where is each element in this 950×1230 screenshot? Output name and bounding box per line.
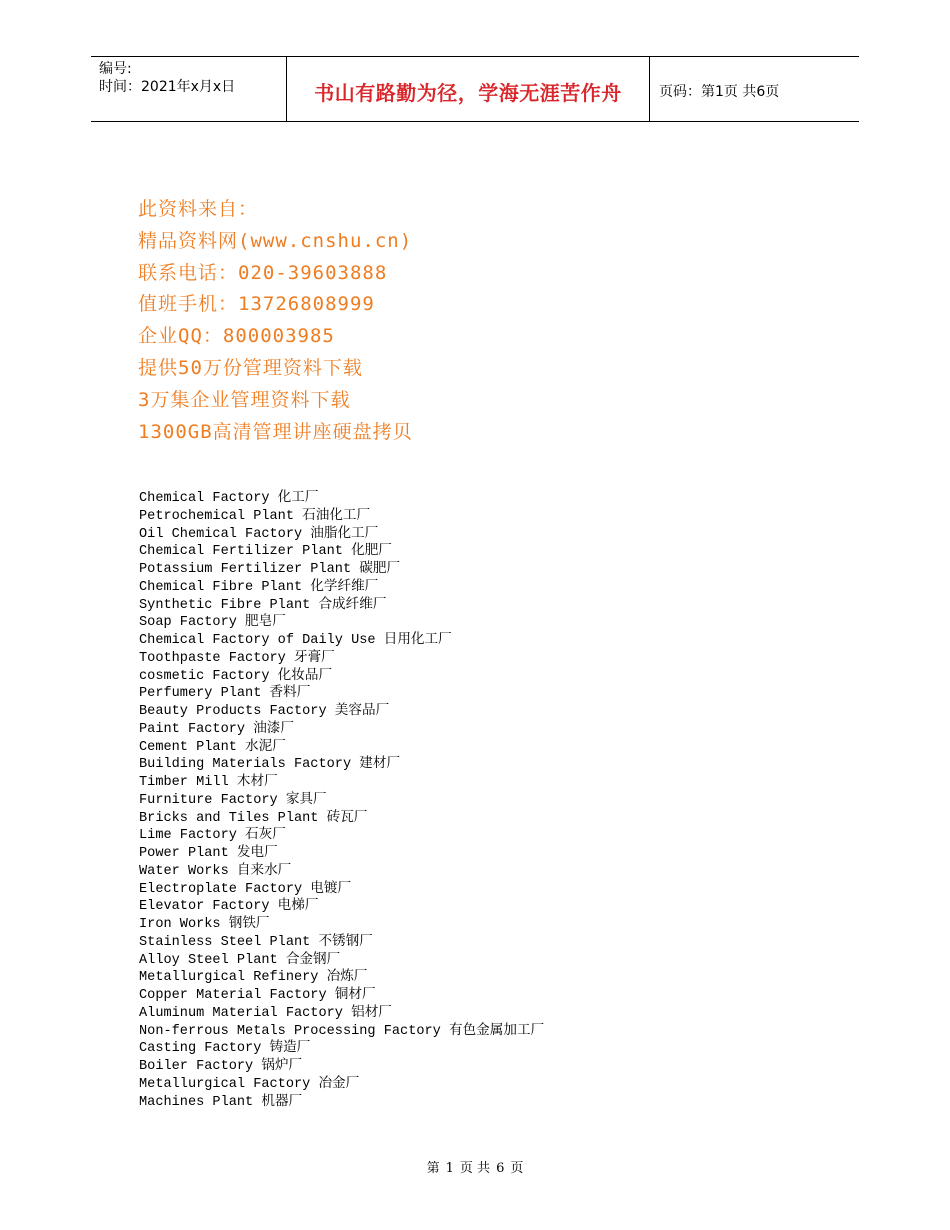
list-item: Aluminum Material Factory 铝材厂 <box>139 1005 392 1021</box>
list-item: Paint Factory 油漆厂 <box>139 721 294 737</box>
list-item: Beauty Products Factory 美容品厂 <box>139 704 390 719</box>
list-item: Chemical Factory 化工厂 <box>139 491 319 506</box>
footer-prefix: 第 <box>426 1161 440 1176</box>
list-item: Casting Factory 铸造厂 <box>139 1041 311 1057</box>
term-list <box>139 490 544 1111</box>
list-item: Cement Plant 水泥厂 <box>139 739 286 755</box>
ad-line: 3万集企业管理资料下载 <box>138 388 351 411</box>
list-item: Boiler Factory 锅炉厂 <box>139 1059 303 1074</box>
header-page-info: 页码：第1页 共6页 <box>659 84 780 100</box>
list-item: Chemical Fertilizer Plant 化肥厂 <box>139 544 392 560</box>
list-item: Non-ferrous Metals Processing Factory 有色金属加工厂 <box>139 1023 545 1039</box>
list-item: Synthetic Fibre Plant 合成纤维厂 <box>139 597 387 613</box>
footer-total-pages: 6 <box>496 1161 505 1176</box>
list-item: Metallurgical Factory 冶金厂 <box>139 1076 360 1092</box>
list-item: Iron Works 钢铁厂 <box>139 917 270 932</box>
list-item: Timber Mill 木材厂 <box>139 775 278 790</box>
code-label: 编号: <box>99 61 132 77</box>
ad-line: 此资料来自： <box>138 198 259 220</box>
list-item: Potassium Fertilizer Plant 碳肥厂 <box>139 562 401 577</box>
header-divider <box>649 57 650 121</box>
list-item: Water Works 自来水厂 <box>139 863 292 879</box>
list-item: Stainless Steel Plant 不锈钢厂 <box>139 934 373 950</box>
footer-middle: 页 共 <box>459 1161 491 1176</box>
page-footer <box>0 1157 950 1176</box>
header-motto: 书山有路勤为径，学海无涯苦作舟 <box>314 81 622 105</box>
ad-line: 精品资料网(www.cnshu.cn) <box>138 229 413 252</box>
ad-block <box>138 194 413 448</box>
time-label: 时间：2021年x月x日 <box>99 79 236 95</box>
list-item: cosmetic Factory 化妆品厂 <box>139 668 333 684</box>
ad-line: 联系电话：020-39603888 <box>138 261 388 284</box>
list-item: Furniture Factory 家具厂 <box>139 792 327 808</box>
list-item: Power Plant 发电厂 <box>139 846 278 861</box>
ad-line: 1300GB高清管理讲座硬盘拷贝 <box>138 420 413 443</box>
list-item: Oil Chemical Factory 油脂化工厂 <box>139 526 379 542</box>
ad-line: 提供50万份管理资料下载 <box>138 356 363 379</box>
list-item: Elevator Factory 电梯厂 <box>139 899 319 915</box>
list-item: Perfumery Plant 香料厂 <box>139 686 311 702</box>
list-item: Petrochemical Plant 石油化工厂 <box>139 508 371 524</box>
list-item: Copper Material Factory 铜材厂 <box>139 988 376 1003</box>
list-item: Lime Factory 石灰厂 <box>139 828 286 844</box>
list-item: Building Materials Factory 建材厂 <box>139 757 401 773</box>
header-meta <box>99 60 235 96</box>
list-item: Machines Plant 机器厂 <box>139 1094 303 1110</box>
list-item: Metallurgical Refinery 冶炼厂 <box>139 970 368 986</box>
list-item: Electroplate Factory 电镀厂 <box>139 881 352 897</box>
list-item: Chemical Fibre Plant 化学纤维厂 <box>139 579 379 595</box>
ad-line: 企业QQ：800003985 <box>138 325 335 348</box>
list-item: Alloy Steel Plant 合金钢厂 <box>139 952 341 968</box>
list-item: Bricks and Tiles Plant 砖瓦厂 <box>139 810 368 826</box>
list-item: Soap Factory 肥皂厂 <box>139 615 286 631</box>
page-header <box>91 56 859 122</box>
list-item: Toothpaste Factory 牙膏厂 <box>139 650 335 666</box>
ad-line: 值班手机：13726808999 <box>138 293 375 316</box>
list-item: Chemical Factory of Daily Use 日用化工厂 <box>139 633 452 648</box>
footer-current-page: 1 <box>445 1161 454 1176</box>
footer-suffix: 页 <box>510 1161 524 1176</box>
